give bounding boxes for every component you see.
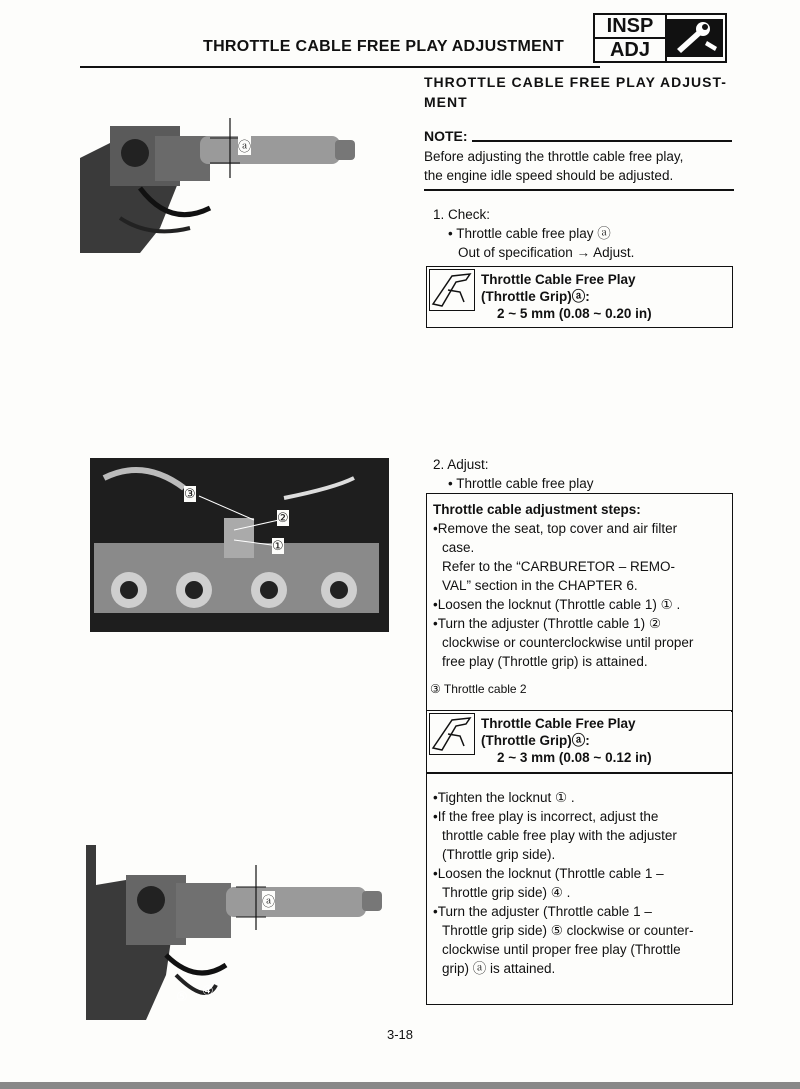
photo3-label-5: ⑤: [176, 989, 188, 1004]
steps-b1-line1: •Remove the seat, top cover and air filter: [433, 521, 678, 536]
steps2-b4-line2: Throttle grip side) ⑤ clockwise or counter-: [442, 923, 694, 938]
steps-legend: ③ Throttle cable 2: [430, 682, 527, 696]
spec2-line1: Throttle Cable Free Play: [481, 716, 636, 731]
check-step: 1. Check:: [433, 207, 491, 222]
check-item: • Throttle cable free play ⓐ: [448, 226, 611, 241]
throttle-grip-photo-1: [80, 118, 360, 253]
steps2-b4-line1: •Turn the adjuster (Throttle cable 1 –: [433, 904, 652, 919]
note-text: [424, 147, 734, 185]
steps-b1-line2: case.: [442, 540, 475, 555]
steps-b1-line4: VAL” section in the CHAPTER 6.: [442, 578, 638, 593]
spec1-line3: 2 ~ 5 mm (0.08 ~ 0.20 in): [497, 306, 652, 321]
page-header-title: THROTTLE CABLE FREE PLAY ADJUSTMENT: [203, 38, 565, 55]
photo2-label-1: ①: [272, 538, 284, 553]
caliper-icon-2: [429, 713, 475, 755]
steps2-b3-line1: •Loosen the locknut (Throttle cable 1 –: [433, 866, 664, 881]
check-result: Out of specification → Adjust.: [458, 245, 635, 260]
spec2-line3: 2 ~ 3 mm (0.08 ~ 0.12 in): [497, 750, 652, 765]
steps-b3-line2: clockwise or counterclockwise until proper: [442, 635, 694, 650]
steps2-bullet-2: [433, 807, 727, 864]
badge-adj-label: ADJ: [609, 39, 650, 61]
spec1-line1: Throttle Cable Free Play: [481, 272, 636, 287]
photo2-label-2: ②: [277, 510, 289, 525]
adjustment-steps-box: [426, 493, 733, 1005]
note-bottom-rule: [424, 189, 734, 191]
photo1-label-a: ⓐ: [238, 136, 251, 155]
steps-separator-2: [427, 772, 732, 774]
spec2-line2: (Throttle Grip)ⓐ:: [481, 733, 590, 748]
steps-b3-line1: •Turn the adjuster (Throttle cable 1) ②: [433, 616, 661, 631]
section-title: [424, 72, 734, 112]
steps2-bullet-4: [433, 902, 727, 978]
steps-b1-line3: Refer to the “CARBURETOR – REMO-: [442, 559, 676, 574]
section-title-line1: THROTTLE CABLE FREE PLAY ADJUST-: [424, 74, 727, 90]
steps2-bullet-3: [433, 864, 727, 902]
carburetor-photo: [84, 458, 389, 632]
adjust-step: 2. Adjust:: [433, 457, 489, 472]
steps-bullet-3: [433, 614, 727, 671]
steps2-b3-line2: Throttle grip side) ④ .: [442, 885, 571, 900]
note-line1: Before adjusting the throttle cable free play,: [424, 149, 684, 164]
insp-adj-badge: [593, 13, 727, 63]
spec-box-1: [426, 266, 733, 328]
note-label: NOTE:: [424, 128, 468, 144]
steps-bullet-1: [433, 519, 723, 595]
steps2-b4-line3: clockwise until proper free play (Throttle: [442, 942, 681, 957]
steps2-bullet-1: •Tighten the locknut ① .: [433, 790, 575, 805]
caliper-icon: [429, 269, 475, 311]
throttle-grip-photo-2: [86, 845, 386, 1020]
steps2-b2-line2: throttle cable free play with the adjuster: [442, 828, 677, 843]
badge-insp-label: INSP: [595, 15, 665, 39]
bottom-edge: [0, 1082, 800, 1089]
steps2-b4-line4: grip) ⓐ is attained.: [442, 961, 556, 976]
spec1-line2: (Throttle Grip)ⓐ:: [481, 289, 590, 304]
photo3-label-a: ⓐ: [262, 891, 275, 910]
adjust-item: • Throttle cable free play: [448, 476, 594, 491]
header-rule: [80, 66, 600, 68]
steps2-b2-line1: •If the free play is incorrect, adjust the: [433, 809, 659, 824]
photo2-label-3: ③: [184, 486, 196, 501]
page-number: 3-18: [386, 1027, 414, 1042]
note-rule: [472, 140, 732, 142]
wrench-icon: [667, 19, 723, 57]
steps-heading: Throttle cable adjustment steps:: [433, 502, 641, 517]
steps2-b2-line3: (Throttle grip side).: [442, 847, 556, 862]
photo3-label-4: ④: [202, 983, 214, 998]
note-line2: the engine idle speed should be adjusted.: [424, 168, 674, 183]
steps-b3-line3: free play (Throttle grip) is attained.: [442, 654, 648, 669]
steps-bullet-2: •Loosen the locknut (Throttle cable 1) ① .: [433, 597, 681, 612]
section-title-line2: MENT: [424, 94, 468, 110]
spec-box-2: [427, 711, 731, 771]
